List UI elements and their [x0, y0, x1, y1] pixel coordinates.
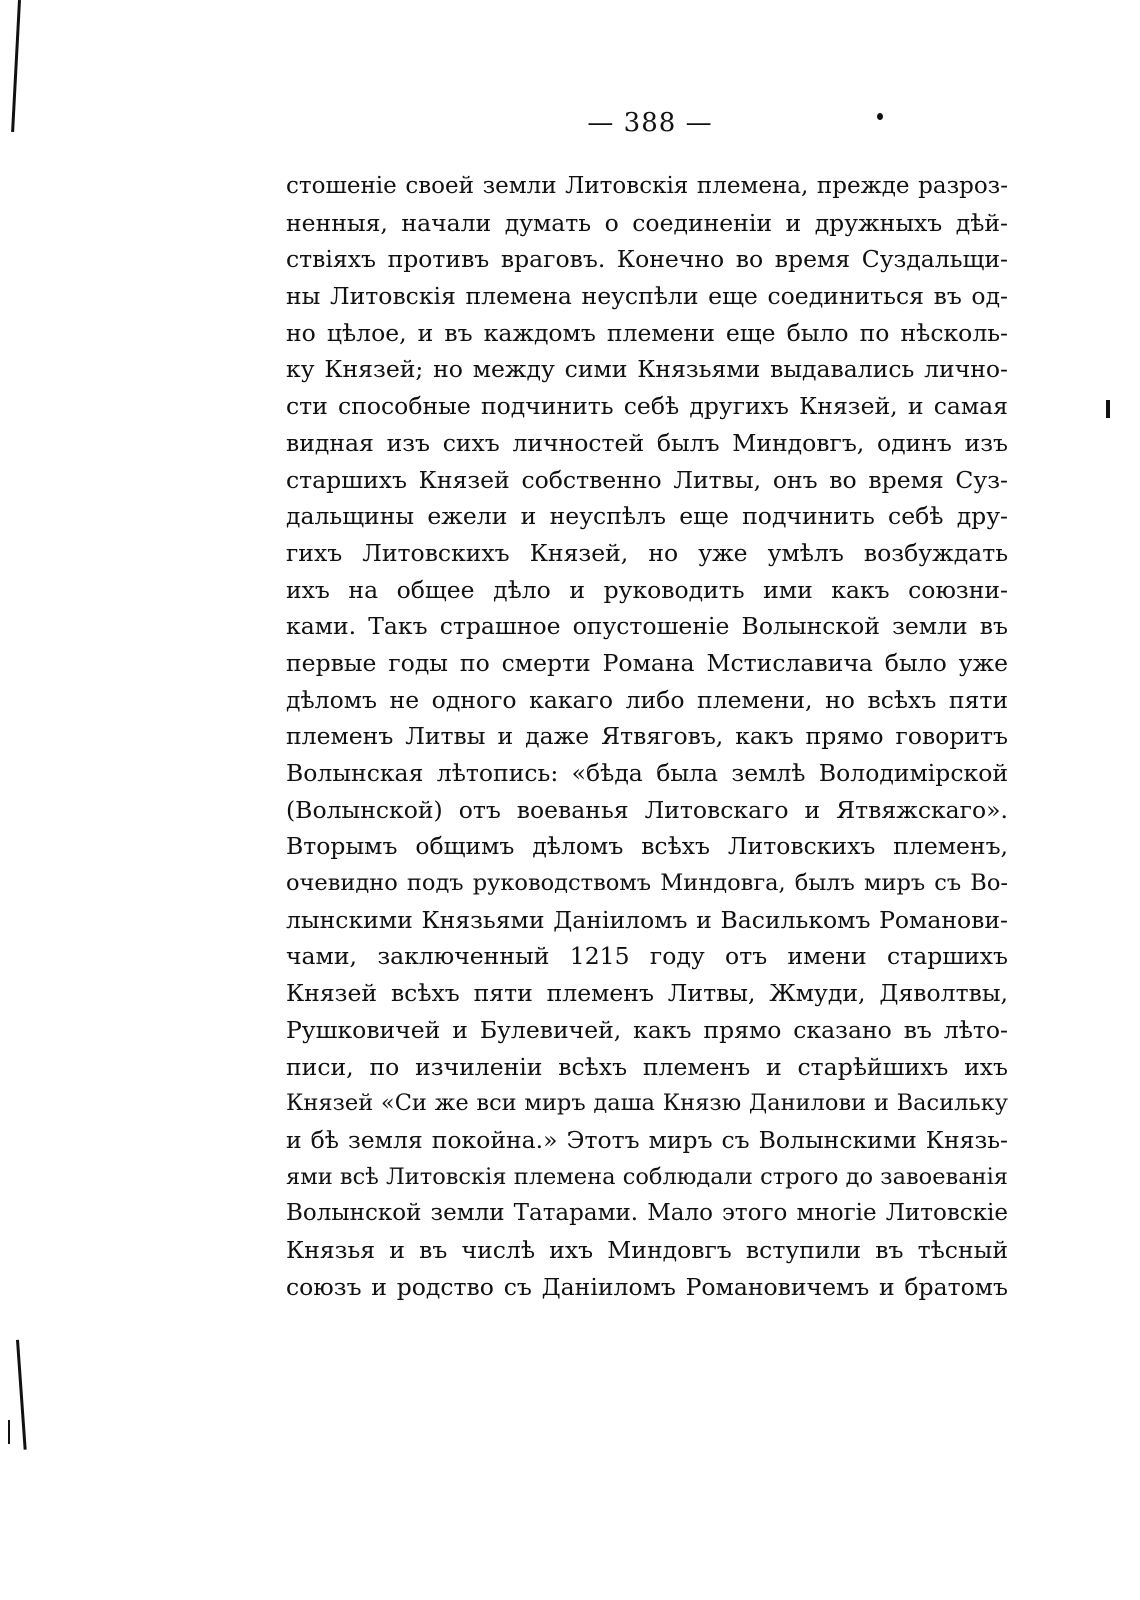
text-line: Князей всѣхъ пяти племенъ Литвы, Жмуди, Дяволтвы, [286, 979, 1008, 1008]
text-line: ненныя, начали думать о соединеніи и дружныхъ дѣй- [286, 208, 1008, 237]
scan-margin-line-bottom [16, 1340, 27, 1450]
scan-edge-mark [1106, 400, 1110, 418]
text-line: Вторымъ общимъ дѣломъ всѣхъ Литовскихъ племенъ, [286, 832, 1008, 861]
body-text [286, 168, 1008, 1305]
text-line: Рушковичей и Булевичей, какъ прямо сказано въ лѣто- [286, 1015, 1008, 1044]
text-line: ны Литовскія племена неуспѣли еще соединиться въ од- [286, 282, 1008, 311]
text-line: ку Князей; но между сими Князьями выдавались лично- [286, 355, 1008, 384]
text-line: союзъ и родство съ Даніиломъ Романовичемъ и братомъ [286, 1272, 1008, 1301]
text-line: чами, заключенный 1215 году отъ имени старшихъ [286, 942, 1008, 971]
text-line: (Волынской) отъ воеванья Литовскаго и Ятвяжскаго». [286, 795, 1008, 824]
text-line: очевидно подъ руководствомъ Миндовга, былъ миръ съ Во- [286, 870, 1008, 897]
text-line: сти способные подчинить себѣ другихъ Князей, и самая [286, 392, 1008, 421]
text-line: дальщины ежели и неуспѣлъ еще подчинить себѣ дру- [286, 502, 1008, 531]
text-line: ками. Такъ страшное опустошеніе Волынской земли въ [286, 612, 1008, 641]
text-line: видная изъ сихъ личностей былъ Миндовгъ, одинъ изъ [286, 428, 1008, 457]
text-line: Волынской земли Татарами. Мало этого многіе Литовскіе [286, 1200, 1008, 1227]
text-line: писи, по изчиленіи всѣхъ племенъ и старѣйшихъ ихъ [286, 1052, 1008, 1081]
text-line: дѣломъ не одного какаго либо племени, но всѣхъ пяти [286, 685, 1008, 714]
text-line: и бѣ земля покойна.» Этотъ миръ съ Волынскими Князь- [286, 1125, 1008, 1154]
text-line: лынскими Князьями Даніиломъ и Василькомъ Романови- [286, 905, 1008, 934]
text-line: Волынская лѣтопись: «бѣда была землѣ Володимірской [286, 759, 1008, 787]
text-line: Князья и въ числѣ ихъ Миндовгъ вступили въ тѣсный [286, 1235, 1008, 1264]
text-line: племенъ Литвы и даже Ятвяговъ, какъ прямо говоритъ [286, 722, 1008, 751]
text-line: но цѣлое, и въ каждомъ племени еще было по нѣсколь- [286, 318, 1008, 347]
text-line: старшихъ Князей собственно Литвы, онъ во время Суз- [286, 465, 1008, 494]
scan-margin-line-top [11, 0, 21, 132]
text-line: ями всѣ Литовскія племена соблюдали строго до завоеванія [286, 1163, 1008, 1190]
page-number: — 388 — [587, 108, 713, 138]
ink-dot [877, 113, 883, 120]
scan-margin-tick [8, 1420, 10, 1444]
text-line: Князей «Си же вси миръ даша Князю Данилови и Васильку [286, 1090, 1008, 1117]
text-line: стошеніе своей земли Литовскія племена, прежде разроз- [286, 173, 1008, 199]
text-line: гихъ Литовскихъ Князей, но уже умѣлъ возбуждать [286, 538, 1008, 567]
text-line: первые годы по смерти Романа Мстиславича было уже [286, 648, 1008, 677]
text-line: ствіяхъ противъ враговъ. Конечно во время Суздальщи- [286, 245, 1008, 274]
text-line: ихъ на общее дѣло и руководить ими какъ союзни- [286, 575, 1008, 604]
